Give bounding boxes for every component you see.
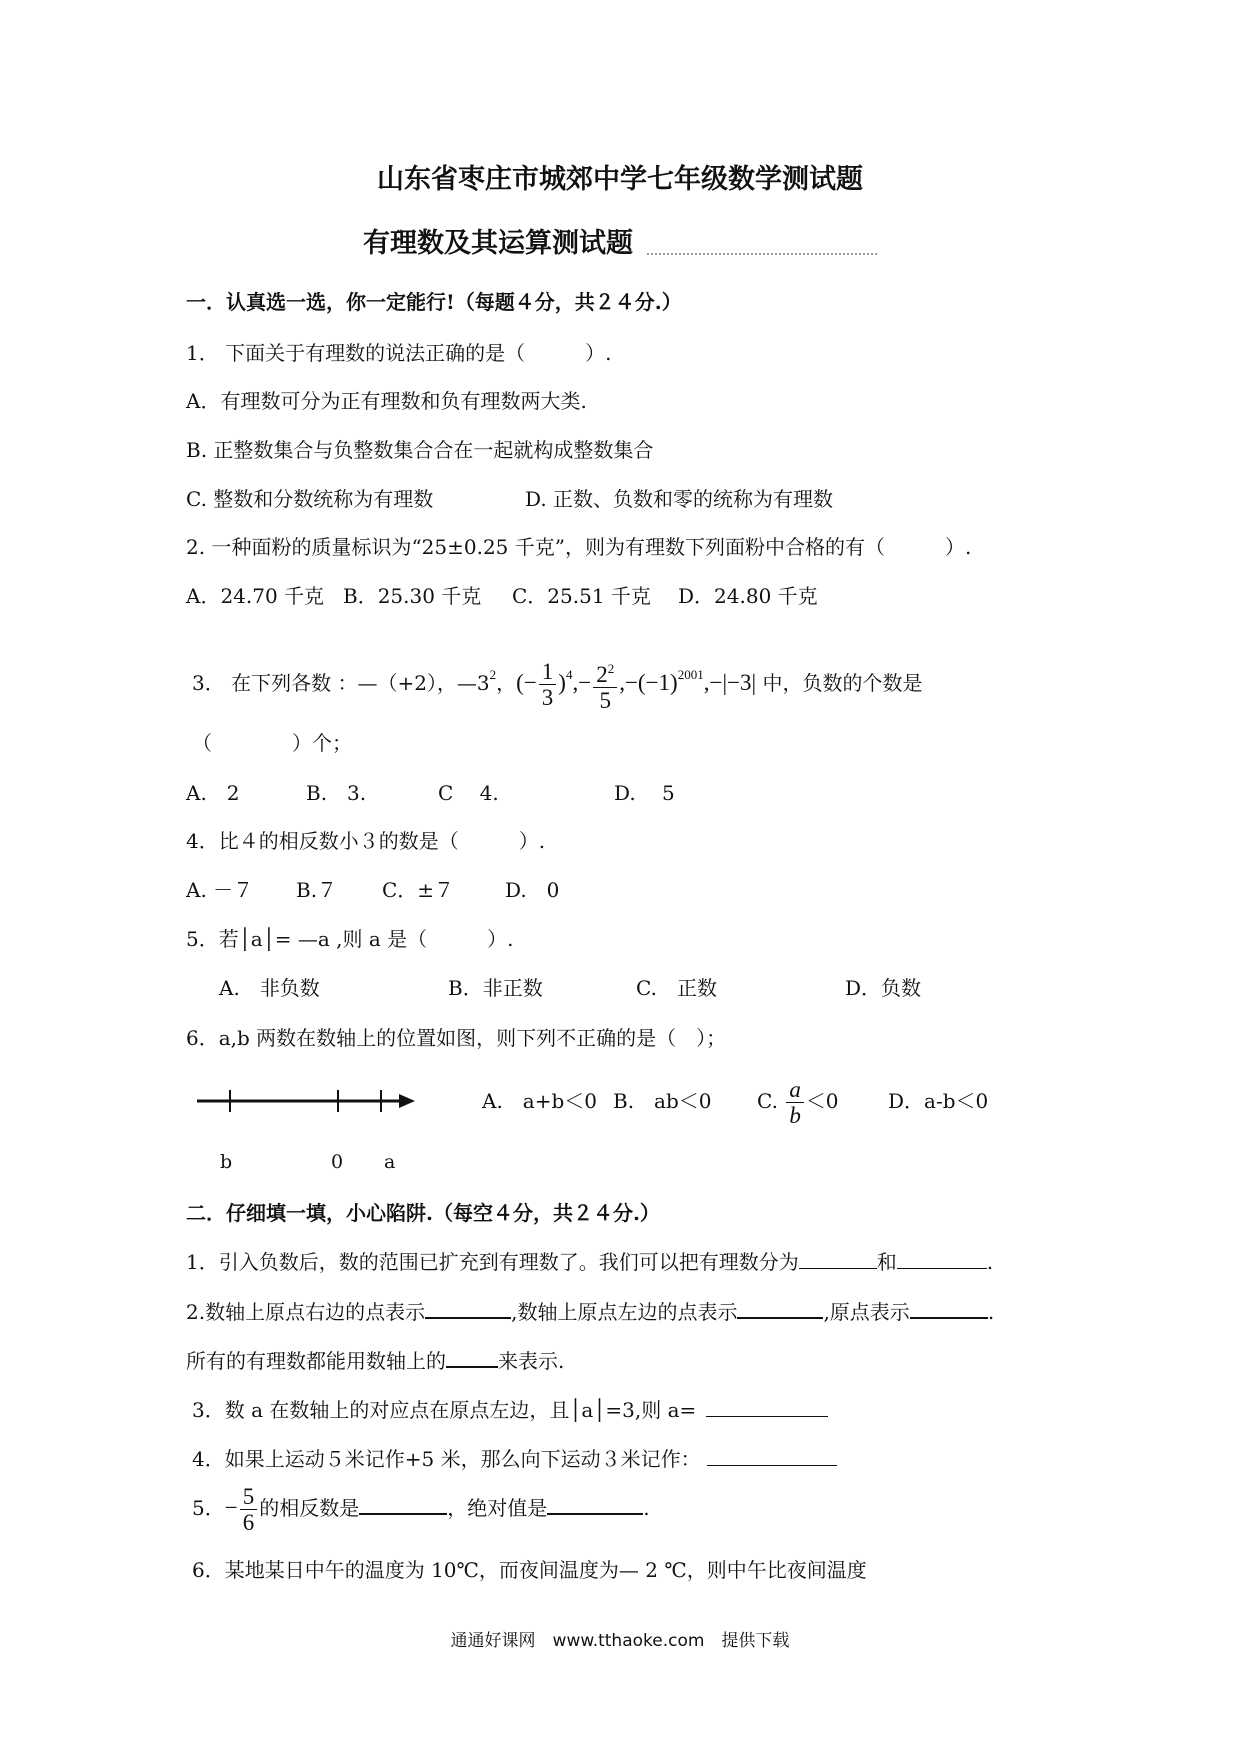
q1-2-option-a: A．24.70 千克	[186, 584, 325, 608]
q1-6-c-prefix: C.	[757, 1089, 778, 1113]
q1-1-option-a: A．有理数可分为正有理数和负有理数两大类.	[186, 389, 587, 413]
section2-heading: 二．仔细填一填，小心陷阱.（每空４分，共２４分.）	[186, 1201, 660, 1225]
q1-3-option-b: B. 3.	[306, 781, 367, 805]
q2-3-line	[192, 1396, 828, 1424]
q1-6-stem: 6．a,b 两数在数轴上的位置如图，则下列不正确的是（ ）；	[186, 1026, 727, 1050]
q2-5-lead: 5．	[192, 1496, 225, 1520]
q1-3-f2-num-value: 2	[596, 662, 608, 687]
q1-3-paren-close: )	[558, 670, 566, 695]
q1-2-option-c: C．25.51 千克	[512, 584, 651, 608]
q1-3-lead: 3． 在下列各数 ：—（+2），—3	[192, 671, 490, 695]
q1-6-option-d: D．a-b＜0	[888, 1089, 989, 1113]
q1-4-option-b: B.７	[296, 878, 338, 902]
q1-2-option-b: B．25.30 千克	[343, 584, 482, 608]
q1-3-fraction-2	[593, 656, 617, 713]
q1-4-option-a: A. －７	[186, 878, 254, 902]
q1-3-option-d: D. 5	[614, 781, 675, 805]
q2-3-blank[interactable]	[706, 1396, 828, 1417]
q1-5-stem: 5．若│a│= —a ,则 a 是（ ）.	[186, 927, 514, 951]
q1-6-c-denominator: b	[789, 1103, 801, 1128]
q1-6-c-numerator: a	[786, 1077, 804, 1103]
q2-4-blank[interactable]	[707, 1445, 837, 1466]
q2-1-end: .	[986, 1250, 994, 1274]
q1-3-sup-2001: 2001	[677, 667, 704, 682]
q1-5-option-c: C. 正数	[636, 976, 717, 1000]
q2-1-mid: 和	[876, 1250, 897, 1274]
q2-2-line2	[186, 1346, 564, 1375]
number-line-arrow-icon	[399, 1094, 415, 1108]
q1-6-c-fraction	[786, 1077, 804, 1128]
page-subtitle	[0, 226, 1240, 262]
q2-2-line1	[186, 1297, 994, 1326]
q2-5-sign: −	[224, 1495, 238, 1520]
q2-5-denominator: 6	[242, 1510, 255, 1535]
q2-5-p1: 的相反数是	[259, 1496, 360, 1520]
q1-1-option-b: B. 正整数集合与负整数集合合在一起就构成整数集合	[186, 438, 654, 462]
number-line	[195, 1086, 425, 1116]
q2-2-line2a: 所有的有理数都能用数轴上的	[186, 1349, 446, 1373]
q1-1-option-c: C. 整数和分数统称为有理数	[186, 487, 434, 511]
q2-1-blank-2[interactable]	[897, 1248, 987, 1269]
q1-3-f1-numerator: 1	[539, 659, 557, 685]
q1-2-option-d: D．24.80 千克	[678, 584, 818, 608]
q2-2-line2b: 来表示.	[498, 1349, 565, 1373]
q2-2-p2: ,数轴上原点左边的点表示	[511, 1300, 738, 1324]
q2-5-blank-1[interactable]	[359, 1493, 447, 1515]
q1-4-option-d: D. 0	[505, 878, 560, 902]
q1-3-comma-2: ,−(−1)	[619, 670, 678, 695]
q1-3-sup-4: 4	[565, 667, 573, 682]
q1-3-paren-open: (−	[516, 670, 537, 695]
q1-4-stem: 4．比４的相反数小３的数是（ ）.	[186, 829, 546, 853]
q2-5-fraction	[240, 1484, 258, 1535]
q2-5-numerator: 5	[240, 1484, 258, 1510]
q2-2-p3: ,原点表示	[823, 1300, 910, 1324]
q2-2-p1: 2.数轴上原点右边的点表示	[186, 1300, 426, 1324]
q2-5-end: .	[643, 1496, 650, 1520]
q1-3-line2: （ ）个；	[192, 731, 352, 755]
q1-5-option-d: D．负数	[845, 976, 922, 1000]
q1-6-option-b: B. ab＜0	[613, 1089, 712, 1113]
q1-6-c-suffix: ＜0	[805, 1089, 839, 1113]
q1-3-comma-1: ,−	[572, 670, 592, 695]
q1-2-stem: 2. 一种面粉的质量标识为“25±0.25 千克”，则为有理数下列面粉中合格的有（ ）.	[186, 535, 972, 559]
subtitle-text: 有理数及其运算测试题	[363, 228, 633, 259]
q2-4-text: 4．如果上运动５米记作+5 米，那么向下运动３米记作：	[192, 1447, 701, 1471]
q2-1-line	[186, 1248, 993, 1276]
q1-3-f2-numerator	[593, 656, 617, 688]
q1-5-option-a: A. 非负数	[219, 976, 320, 1000]
q2-2-blank-4[interactable]	[446, 1346, 498, 1368]
q1-3-abs: ,−|−3|	[703, 670, 757, 695]
q2-1-text: 1．引入负数后，数的范围已扩充到有理数了。我们可以把有理数分为	[186, 1250, 799, 1274]
q1-4-option-c: C．±７	[382, 878, 455, 902]
q2-2-end: .	[987, 1300, 995, 1324]
q1-6-option-c	[757, 1072, 839, 1130]
q1-3-tail: 中，负数的个数是	[756, 671, 923, 695]
q1-1-option-d: D. 正数、负数和零的统称为有理数	[525, 487, 834, 511]
q1-5-option-b: B．非正数	[448, 976, 543, 1000]
q1-3-f2-denominator: 5	[599, 688, 611, 713]
q1-1-stem: 1． 下面关于有理数的说法正确的是（ ）.	[186, 341, 612, 365]
q1-3-fraction-1	[539, 659, 557, 710]
q1-3-sup-2: 2	[489, 667, 497, 682]
q2-6-text: 6．某地某日中午的温度为 10℃，而夜间温度为— 2 ℃，则中午比夜间温度	[192, 1558, 867, 1582]
q2-2-blank-1[interactable]	[425, 1297, 511, 1319]
page-title: 山东省枣庄市城郊中学七年级数学测试题	[377, 164, 863, 195]
q1-3-f2-num-sup: 2	[607, 661, 615, 676]
axis-label-b: b	[220, 1151, 233, 1173]
q1-6-option-a: A. a+b＜0	[482, 1089, 598, 1113]
page-footer: 通通好课网 www.tthaoke.com 提供下载	[450, 1631, 790, 1651]
axis-label-zero: 0	[331, 1151, 344, 1173]
q2-5-line	[192, 1478, 650, 1538]
q2-2-blank-3[interactable]	[910, 1297, 988, 1319]
q2-5-blank-2[interactable]	[547, 1493, 643, 1515]
q1-3-option-c: C 4.	[438, 781, 499, 805]
q1-3-option-a: A. 2	[186, 781, 240, 805]
q2-5-p2: ，绝对值是	[447, 1496, 548, 1520]
q1-3-stem	[192, 645, 922, 713]
q2-2-blank-2[interactable]	[737, 1297, 823, 1319]
section1-heading: 一．认真选一选，你一定能行!（每题４分，共２４分.）	[186, 290, 682, 314]
q1-3-f1-denominator: 3	[541, 685, 554, 710]
q2-3-text: 3．数 a 在数轴上的对应点在原点左边，且│a│=3,则 a=	[192, 1398, 697, 1422]
axis-label-a: a	[384, 1151, 396, 1173]
q1-3-sep: ，	[496, 671, 517, 695]
q2-4-line	[192, 1445, 837, 1473]
q2-1-blank-1[interactable]	[799, 1248, 877, 1269]
dotted-leader	[647, 251, 877, 255]
